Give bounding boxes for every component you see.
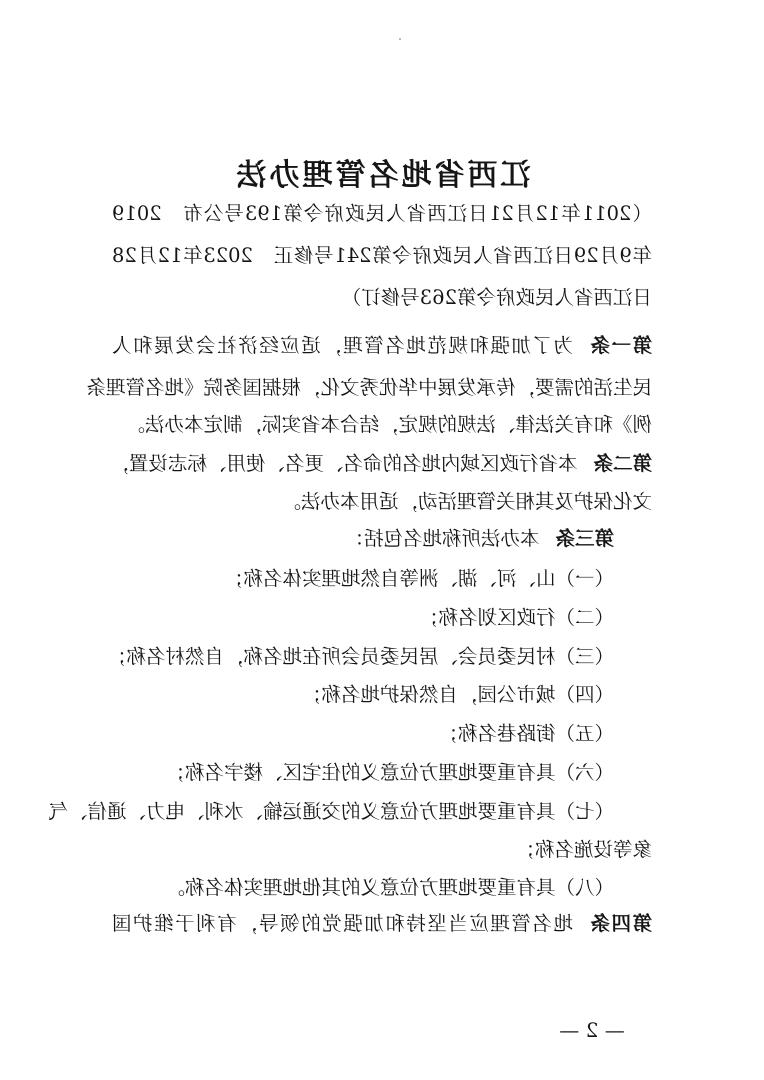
article-label: 第四条 (588, 912, 652, 935)
scan-speck (399, 38, 401, 40)
list-item: （六）具有重要地理方位意义的住宅区、楼宇名称； (165, 761, 614, 784)
list-item: （一）山、河、湖、洲等自然地理实体名称； (223, 567, 614, 590)
list-item: （三）村民委员会、居民委员会所在地名称，自然村名称； (106, 645, 614, 668)
list-item: （二）行政区划名称； (418, 606, 614, 629)
article-2-first-line (109, 452, 652, 476)
promulgation-line: （2011年12月21日江西省人民政府令第193号公布 2019 (112, 202, 652, 225)
article-label: 第二条 (593, 452, 652, 475)
article-text: 本省行政区域内地名的命名、更名、使用、标志设置， (109, 452, 578, 475)
article-4-first-line (112, 912, 652, 936)
article-label: 第三条 (555, 527, 614, 550)
list-item-continuation: 象等设施名称； (515, 838, 652, 861)
article-1-line: 例》和有关法律、法规的规定，结合本省实际，制定本办法。 (125, 413, 652, 436)
article-text: 地名管理应当坚持和加强党的领导，有利于维护国 (112, 912, 573, 935)
list-item: （七）具有重要地理方位意义的交通运输、水利、电力、通信、气 (48, 800, 614, 823)
article-label: 第一条 (588, 334, 652, 357)
page-title: 江西省地名管理办法 (233, 158, 531, 193)
article-2-line: 文化保护及其相关管理活动，适用本办法。 (281, 490, 652, 513)
promulgation-line: 日江西省人民政府令第263号修订） (341, 286, 652, 309)
article-1-first-line (112, 334, 652, 358)
promulgation-line: 年9月29日江西省人民政府令第241号修正 2023年12月28 (112, 244, 652, 267)
article-text: 为了加强和规范地名管理，适应经济社会发展和人 (112, 334, 573, 357)
list-item: （四）城市公园，自然保护地名称； (301, 683, 614, 706)
article-3-first-line (112, 527, 614, 551)
article-1-line: 民生活的需要，传承发展中华优秀文化，根据国务院《地名管理条 (86, 376, 652, 399)
page-number: — 2 — (559, 1018, 625, 1042)
list-item: （五）街路巷名称； (438, 722, 614, 745)
list-item: （八）具有重要地理方位意义的其他地理实体名称。 (165, 876, 614, 899)
article-text: 本办法所称地名包括： (344, 527, 540, 550)
